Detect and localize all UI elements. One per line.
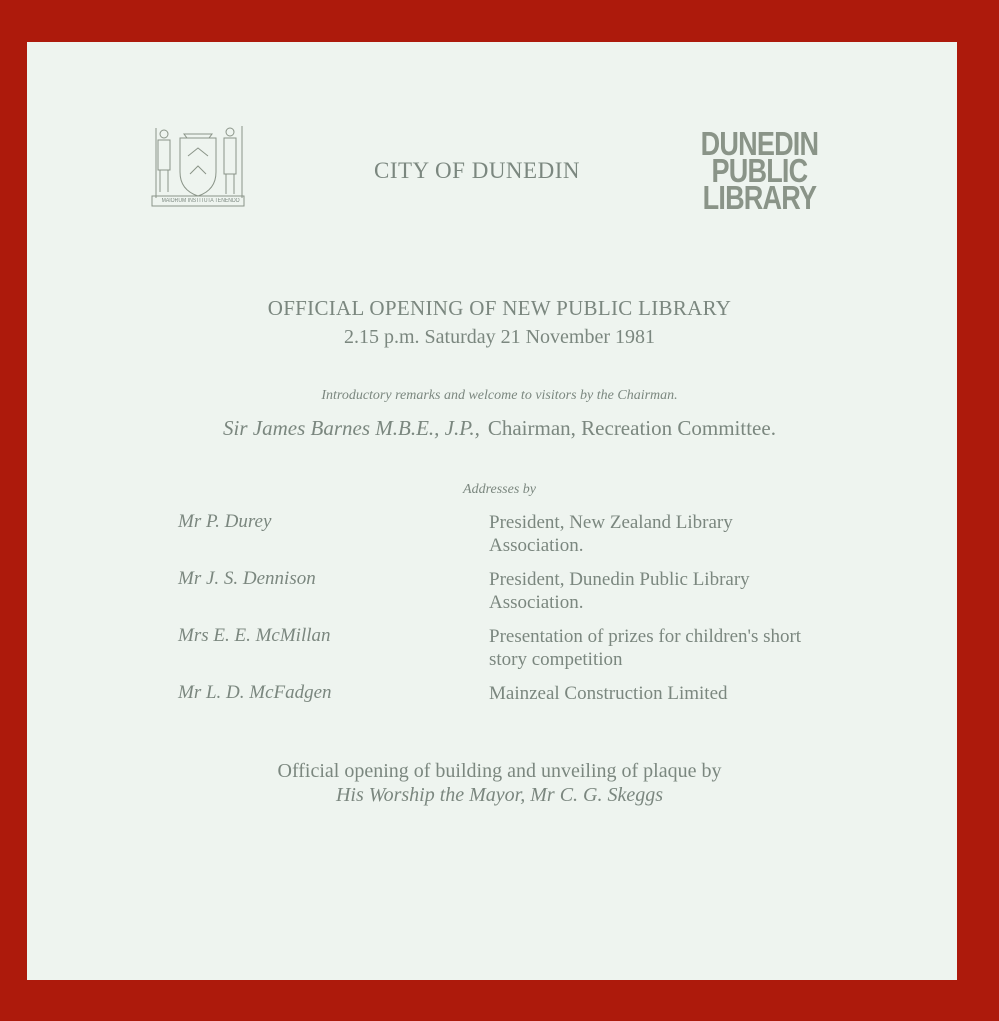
event-datetime: 2.15 p.m. Saturday 21 November 1981 (343, 326, 656, 348)
speaker-name: Mr J. S. Dennison (178, 568, 316, 589)
addresses-heading: Addresses by (463, 482, 536, 497)
city-name: CITY OF DUNEDIN (374, 158, 580, 183)
speaker-role: Mainzeal Construction Limited (489, 683, 728, 704)
intro-remark: Introductory remarks and welcome to visitors by the Chairman. (321, 388, 678, 403)
speaker-name: Mrs E. E. McMillan (178, 625, 331, 646)
chairman-line (0, 416, 999, 441)
mayor-line: His Worship the Mayor, Mr C. G. Skeggs (335, 784, 664, 806)
speaker-role: President, New Zealand Library Association. (489, 512, 733, 556)
logo-line: PUBLIC (711, 152, 808, 189)
closing-line: Official opening of building and unveiling of plaque by (277, 760, 722, 782)
library-logo (700, 125, 819, 216)
speaker-name: Mr P. Durey (178, 511, 272, 532)
crest-motto: MAIORUM INSTITUTA TENENDO (161, 198, 240, 204)
logo-line: DUNEDIN (700, 125, 819, 162)
event-title: OFFICIAL OPENING OF NEW PUBLIC LIBRARY (267, 296, 732, 320)
logo-line: LIBRARY (702, 179, 817, 216)
chairman-role: Chairman, Recreation Committee. (487, 416, 776, 440)
speaker-role: President, Dunedin Public Library Association. (489, 569, 750, 613)
city-crest-logo (150, 124, 246, 208)
chairman-name: Sir James Barnes M.B.E., J.P., (223, 416, 480, 440)
speaker-name: Mr L. D. McFadgen (178, 682, 332, 703)
speaker-role: Presentation of prizes for children's short story competition (489, 626, 802, 670)
